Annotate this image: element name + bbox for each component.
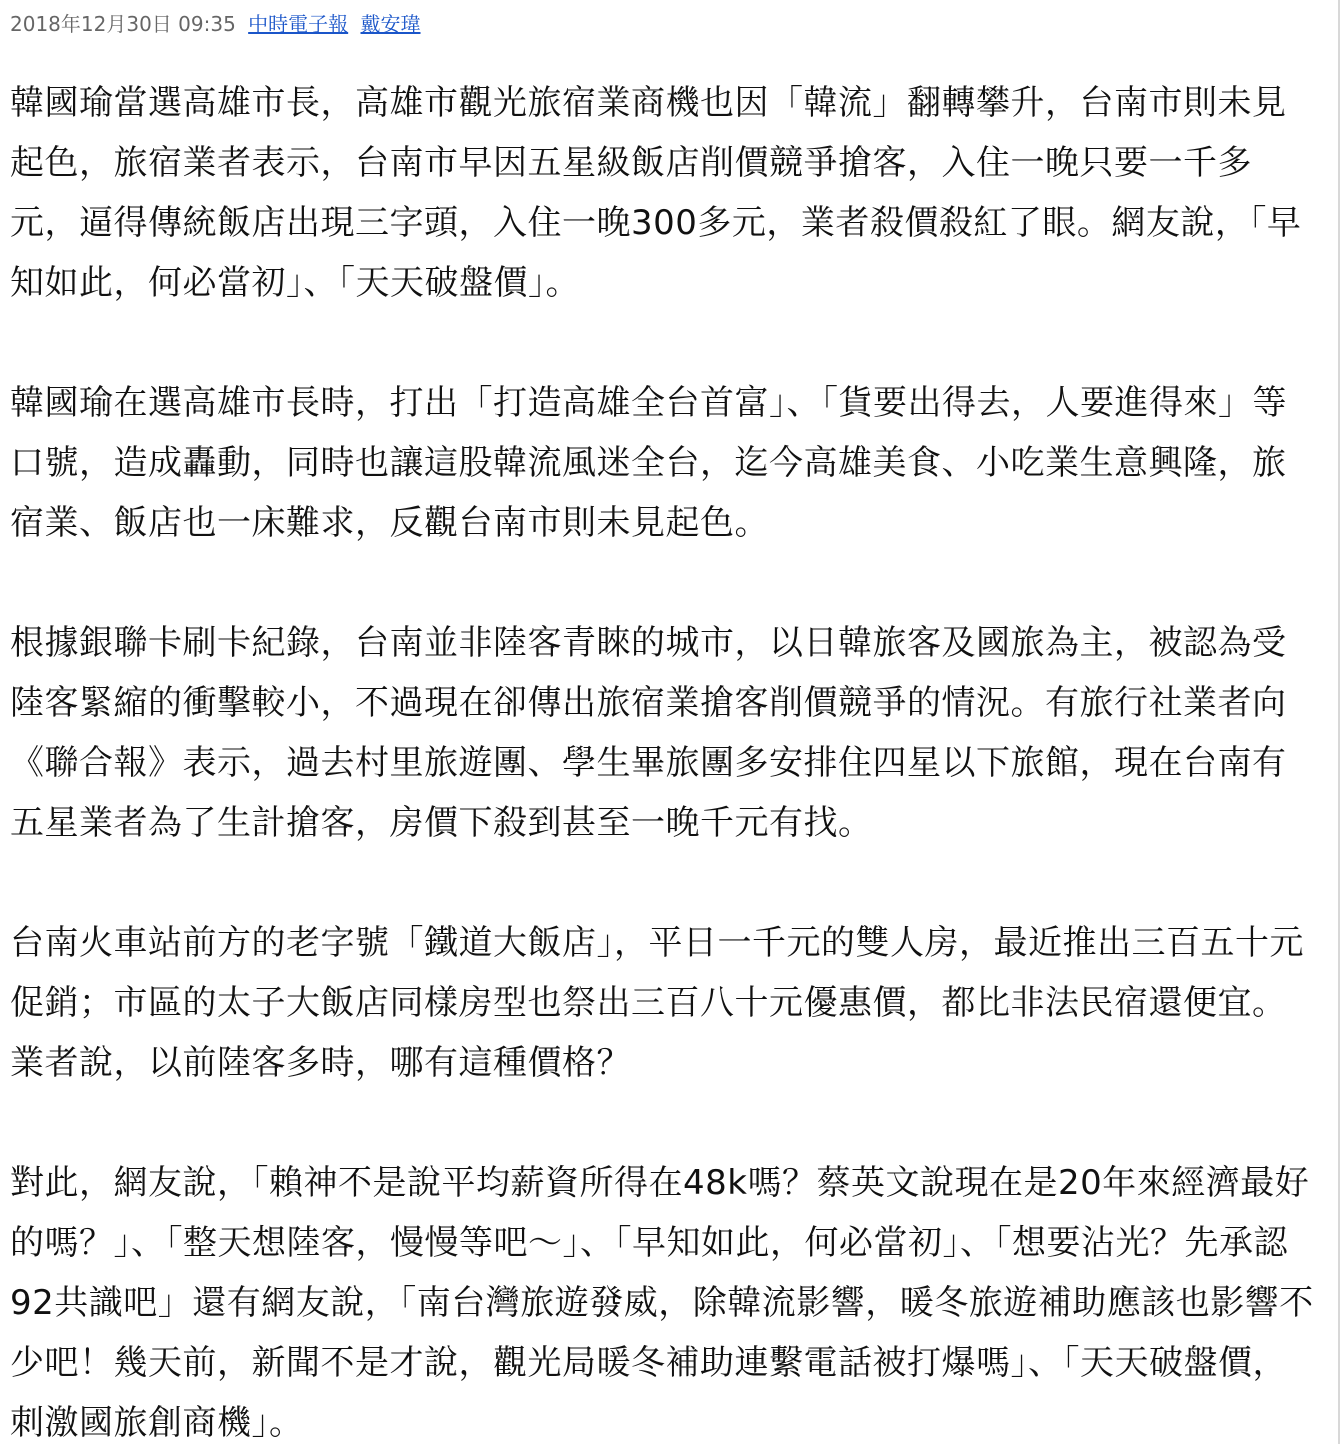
publish-datetime: 2018年12月30日 09:35 [10, 12, 236, 36]
source-link[interactable]: 中時電子報 [248, 12, 349, 36]
article-paragraph: 對此，網友說，「賴神不是說平均薪資所得在48k嗎？蔡英文說現在是20年來經濟最好的嗎？」、「整天想陸客，慢慢等吧～」、「早知如此，何必當初」、「想要沾光？先承認92共識吧」還有網友說，「南台灣旅遊發威，除韓流影響，暖冬旅遊補助應該也影響不少吧！幾天前，新聞不是才說，觀光局暖冬補助連繫電話被打爆嗎」、「天天破盤價，刺激國旅創商機」。 [10, 1163, 1314, 1443]
article-paragraph: 根據銀聯卡刷卡紀錄，台南並非陸客青睞的城市，以日韓旅客及國旅為主，被認為受陸客緊縮的衝擊較小，不過現在卻傳出旅宿業搶客削價競爭的情況。有旅行社業者向《聯合報》表示，過去村里旅遊團、學生畢旅團多安排住四星以下旅館，現在台南有五星業者為了生計搶客，房價下殺到甚至一晚千元有找。 [10, 623, 1287, 843]
article-meta [10, 10, 421, 38]
article-paragraph: 韓國瑜當選高雄市長，高雄市觀光旅宿業商機也因「韓流」翻轉攀升，台南市則未見起色，旅宿業者表示，台南市早因五星級飯店削價競爭搶客，入住一晚只要一千多元，逼得傳統飯店出現三字頭，入住一晚300多元，業者殺價殺紅了眼。網友說，「早知如此，何必當初」、「天天破盤價」。 [10, 83, 1302, 303]
author-link[interactable]: 戴安瑋 [360, 12, 421, 36]
article-body [10, 73, 1320, 1444]
article-paragraph: 台南火車站前方的老字號「鐵道大飯店」，平日一千元的雙人房，最近推出三百五十元促銷；市區的太子大飯店同樣房型也祭出三百八十元優惠價，都比非法民宿還便宜。業者說，以前陸客多時，哪有這種價格？ [10, 923, 1304, 1083]
article-paragraph: 韓國瑜在選高雄市長時，打出「打造高雄全台首富」、「貨要出得去，人要進得來」等口號，造成轟動，同時也讓這股韓流風迷全台，迄今高雄美食、小吃業生意興隆，旅宿業、飯店也一床難求，反觀台南市則未見起色。 [10, 383, 1287, 543]
